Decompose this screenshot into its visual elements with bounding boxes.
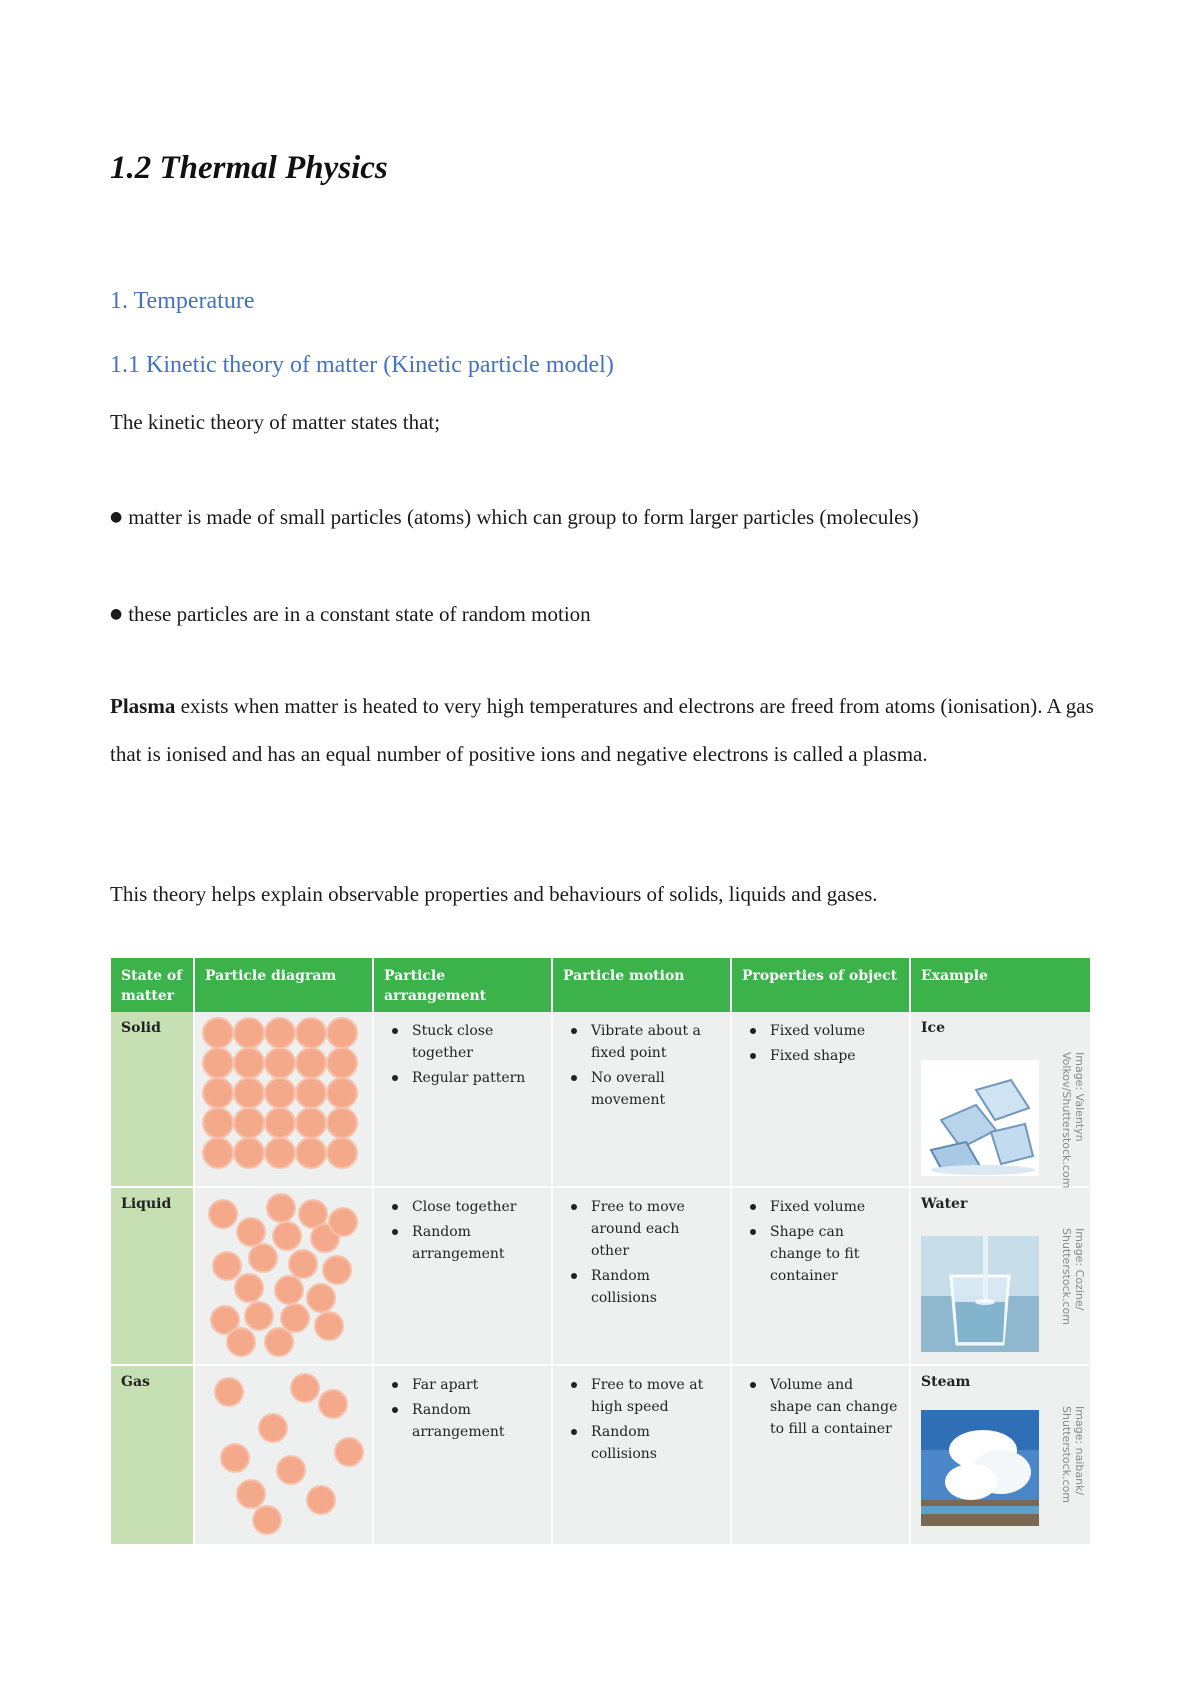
example-label: Water — [921, 1196, 968, 1212]
document-title: 1.2 Thermal Physics — [110, 150, 388, 186]
bullet-item — [110, 590, 1100, 638]
particle — [221, 1444, 249, 1472]
example-label: Steam — [921, 1374, 971, 1390]
particle — [203, 1078, 233, 1108]
particle — [213, 1252, 241, 1280]
table-row-gas — [111, 1366, 1090, 1546]
particle — [329, 1208, 357, 1236]
particle — [237, 1480, 265, 1508]
list-item: Vibrate about a fixed point — [591, 1020, 720, 1064]
bullet-item — [110, 494, 1100, 540]
list-item: Random collisions — [591, 1265, 720, 1309]
particle — [323, 1256, 351, 1284]
state-cell: Gas — [111, 1366, 195, 1546]
particle — [277, 1456, 305, 1484]
particle — [203, 1048, 233, 1078]
arrangement-cell — [374, 1012, 553, 1188]
theory-paragraph: This theory helps explain observable properties and behaviours of solids, liquids and gases. — [110, 882, 878, 906]
particle — [253, 1506, 281, 1534]
list-item: Random collisions — [591, 1421, 720, 1465]
list-item: Fixed shape — [770, 1045, 899, 1067]
example-label: Ice — [921, 1020, 945, 1036]
particle — [209, 1200, 237, 1228]
section-heading: 1. Temperature — [110, 288, 255, 314]
particle — [203, 1138, 233, 1168]
list-item: Shape can change to fit container — [770, 1221, 899, 1287]
particle — [335, 1438, 363, 1466]
particle — [267, 1194, 295, 1222]
particle — [307, 1284, 335, 1312]
particle — [289, 1250, 317, 1278]
list-item: Free to move around each other — [591, 1196, 720, 1262]
example-cell — [911, 1366, 1090, 1546]
list-item: Close together — [412, 1196, 541, 1218]
particle — [234, 1018, 264, 1048]
list-item: Fixed volume — [770, 1196, 899, 1218]
liquid-particle-diagram — [201, 1192, 367, 1358]
particle — [265, 1108, 295, 1138]
particle — [296, 1048, 326, 1078]
table-row-solid — [111, 1012, 1090, 1188]
solid-particle-diagram — [201, 1016, 367, 1182]
particle — [327, 1048, 357, 1078]
list-item: Random arrangement — [412, 1221, 541, 1265]
particle — [203, 1108, 233, 1138]
particle — [203, 1018, 233, 1048]
water-glass-photo-icon — [921, 1236, 1039, 1352]
particle — [234, 1138, 264, 1168]
particle — [227, 1328, 255, 1356]
particle — [215, 1378, 243, 1406]
list-item: Fixed volume — [770, 1020, 899, 1042]
particle — [291, 1374, 319, 1402]
list-item: Regular pattern — [412, 1067, 541, 1089]
plasma-paragraph — [110, 682, 1100, 778]
properties-cell — [732, 1188, 911, 1366]
ice-cubes-photo-icon — [921, 1060, 1039, 1176]
particle — [265, 1138, 295, 1168]
particle — [327, 1018, 357, 1048]
particle — [273, 1222, 301, 1250]
plasma-text: exists when matter is heated to very high temperatures and electrons are freed from atoms (ionisation). A gas that is ionised and has an equal number of positive ions and negative electrons is called a plasma. — [110, 694, 1094, 766]
header-cell: State of matter — [111, 958, 195, 1012]
particle — [234, 1048, 264, 1078]
bullet-icon: ● — [110, 606, 123, 622]
states-of-matter-table — [111, 958, 1090, 1546]
properties-cell — [732, 1012, 911, 1188]
plasma-term: Plasma — [110, 694, 176, 718]
particle-diagram-cell — [195, 1188, 374, 1366]
properties-cell — [732, 1366, 911, 1546]
particle — [235, 1274, 263, 1302]
header-cell: Particle arrangement — [374, 958, 553, 1012]
list-item: Free to move at high speed — [591, 1374, 720, 1418]
table-header-row — [111, 958, 1090, 1012]
intro-paragraph: The kinetic theory of matter states that; — [110, 410, 441, 434]
example-cell — [911, 1012, 1090, 1188]
subsection-heading: 1.1 Kinetic theory of matter (Kinetic particle model) — [110, 352, 614, 378]
particle — [296, 1108, 326, 1138]
steam-geyser-photo-icon — [921, 1410, 1039, 1526]
particle — [315, 1312, 343, 1340]
particle — [319, 1390, 347, 1418]
particle — [265, 1018, 295, 1048]
list-item: No overall movement — [591, 1067, 720, 1111]
particle — [245, 1302, 273, 1330]
particle — [327, 1108, 357, 1138]
header-cell: Particle motion — [553, 958, 732, 1012]
list-item: Stuck close together — [412, 1020, 541, 1064]
particle — [307, 1486, 335, 1514]
particle-diagram-cell — [195, 1012, 374, 1188]
motion-cell — [553, 1012, 732, 1188]
particle — [281, 1304, 309, 1332]
image-credit: Image: Cozine/ Shutterstock.com — [1060, 1228, 1086, 1326]
example-cell — [911, 1188, 1090, 1366]
particle — [259, 1414, 287, 1442]
bullet-text: matter is made of small particles (atoms) which can group to form larger particles (molecules) — [128, 505, 919, 529]
image-credit: Image: Valentyn Volkov/Shutterstock.com — [1060, 1052, 1086, 1189]
particle — [265, 1328, 293, 1356]
particle — [327, 1078, 357, 1108]
motion-cell — [553, 1188, 732, 1366]
particle — [234, 1078, 264, 1108]
header-cell: Example — [921, 968, 988, 984]
motion-cell — [553, 1366, 732, 1546]
list-item: Volume and shape can change to fill a container — [770, 1374, 899, 1440]
header-cell: Particle diagram — [195, 958, 374, 1012]
header-cell: Properties of object — [732, 958, 911, 1012]
arrangement-cell — [374, 1188, 553, 1366]
particle — [296, 1078, 326, 1108]
gas-particle-diagram — [201, 1370, 367, 1536]
bullet-text: these particles are in a constant state of random motion — [128, 602, 591, 626]
particle — [265, 1048, 295, 1078]
particle — [249, 1244, 277, 1272]
particle — [327, 1138, 357, 1168]
list-item: Far apart — [412, 1374, 541, 1396]
particle-diagram-cell — [195, 1366, 374, 1546]
bullet-icon: ● — [110, 509, 123, 525]
list-item: Random arrangement — [412, 1399, 541, 1443]
particle — [296, 1018, 326, 1048]
particle — [296, 1138, 326, 1168]
image-credit: Image: naibank/ Shutterstock.com — [1060, 1406, 1086, 1504]
particle — [265, 1078, 295, 1108]
table-row-liquid — [111, 1188, 1090, 1366]
particle — [237, 1218, 265, 1246]
particle — [234, 1108, 264, 1138]
state-cell: Liquid — [111, 1188, 195, 1366]
arrangement-cell — [374, 1366, 553, 1546]
particle — [275, 1276, 303, 1304]
state-cell: Solid — [111, 1012, 195, 1188]
